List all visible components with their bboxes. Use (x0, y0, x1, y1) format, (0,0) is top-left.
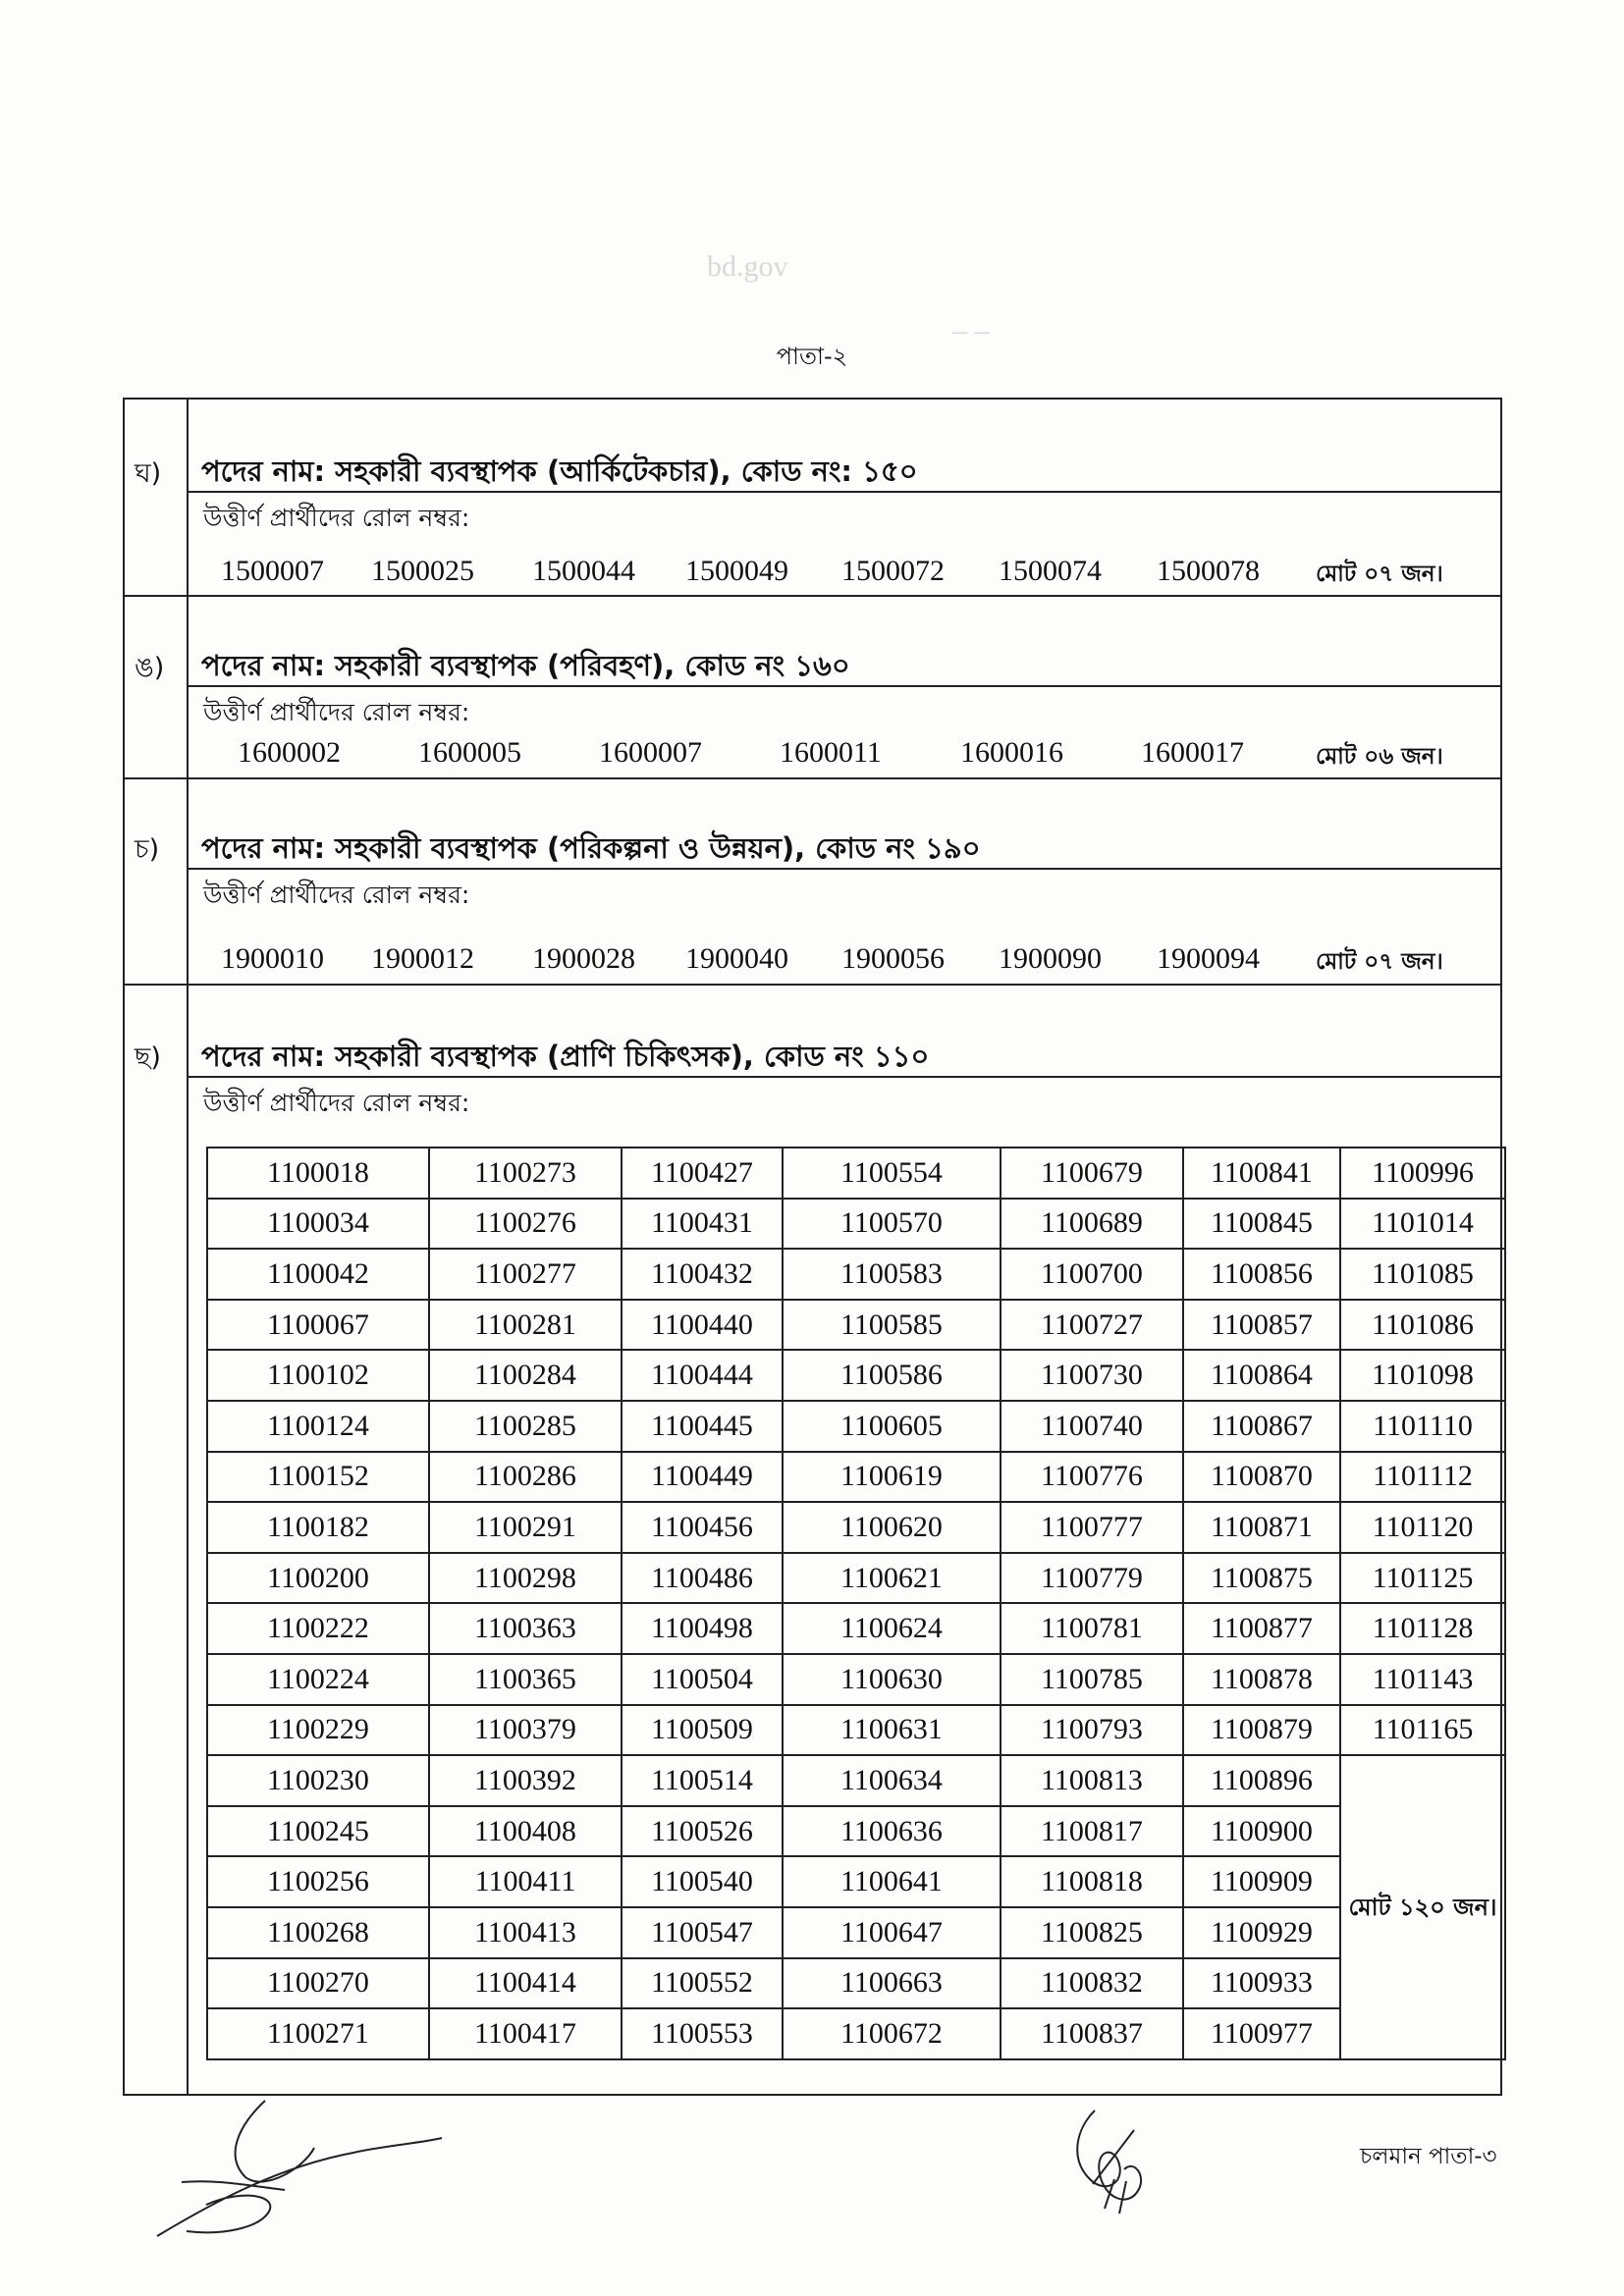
roll-cell: 1100727 (1001, 1300, 1183, 1351)
roll-cell: 1100845 (1183, 1199, 1340, 1250)
rolls-heading: উত্তীর্ণ প্রার্থীদের রোল নম্বর: (203, 1089, 470, 1117)
roll-cell: 1100526 (622, 1806, 783, 1857)
roll-cell: 1100102 (207, 1350, 429, 1401)
roll-cell: 1100785 (1001, 1654, 1183, 1705)
rolls-heading: উত্তীর্ণ প্রার্থীদের রোল নম্বর: (203, 881, 470, 909)
roll-cell: 1100498 (622, 1603, 783, 1654)
table-row (207, 1148, 1505, 1199)
page-number: পাতা-২ (776, 343, 848, 370)
roll-cell: 1100286 (429, 1452, 622, 1503)
section-divider (123, 777, 1502, 779)
roll-cell: 1100509 (622, 1705, 783, 1756)
roll-number: 1900090 (999, 942, 1102, 975)
roll-cell: 1100641 (783, 1856, 1001, 1907)
roll-cell: 1101143 (1340, 1654, 1505, 1705)
table-row (207, 2008, 1505, 2059)
roll-cell: 1100540 (622, 1856, 783, 1907)
roll-cell: 1100877 (1183, 1603, 1340, 1654)
roll-cell: 1100841 (1183, 1148, 1340, 1199)
roll-cell: 1100379 (429, 1705, 622, 1756)
roll-cell: 1100486 (622, 1553, 783, 1604)
table-row (207, 1553, 1505, 1604)
roll-cell: 1100624 (783, 1603, 1001, 1654)
roll-cell: 1100152 (207, 1452, 429, 1503)
roll-number: 1600007 (599, 736, 702, 769)
roll-cell: 1100124 (207, 1401, 429, 1452)
roll-cell: 1100700 (1001, 1249, 1183, 1300)
roll-cell: 1100793 (1001, 1705, 1183, 1756)
roll-cell: 1101098 (1340, 1350, 1505, 1401)
post-title: পদের নাম: সহকারী ব্যবস্থাপক (পরিকল্পনা ও উন্নয়ন), কোড নং ১৯০ (201, 831, 981, 865)
roll-table (206, 1147, 1506, 2060)
roll-cell: 1100445 (622, 1401, 783, 1452)
roll-cell: 1100864 (1183, 1350, 1340, 1401)
roll-cell: 1100878 (1183, 1654, 1340, 1705)
total-count: মোট ০৬ জন। (1316, 744, 1443, 770)
roll-cell: 1100619 (783, 1452, 1001, 1503)
table-row (207, 1452, 1505, 1503)
table-row (207, 1350, 1505, 1401)
roll-cell: 1100832 (1001, 1958, 1183, 2009)
roll-cell: 1100896 (1183, 1755, 1340, 1806)
post-title: পদের নাম: সহকারী ব্যবস্থাপক (প্রাণি চিকিৎসক), কোড নং ১১০ (201, 1040, 930, 1073)
roll-cell: 1100929 (1183, 1907, 1340, 1958)
roll-cell: 1100605 (783, 1401, 1001, 1452)
roll-cell: 1100281 (429, 1300, 622, 1351)
roll-cell: 1100291 (429, 1502, 622, 1553)
roll-cell: 1100870 (1183, 1452, 1340, 1503)
roll-cell: 1100825 (1001, 1907, 1183, 1958)
roll-cell: 1100431 (622, 1199, 783, 1250)
roll-cell: 1100672 (783, 2008, 1001, 2059)
section-label: ঘ) (135, 458, 162, 489)
roll-cell: 1101165 (1340, 1705, 1505, 1756)
roll-cell: 1100363 (429, 1603, 622, 1654)
roll-number: 1500078 (1157, 555, 1260, 587)
roll-cell: 1101120 (1340, 1502, 1505, 1553)
roll-cell: 1100879 (1183, 1705, 1340, 1756)
roll-cell: 1100229 (207, 1705, 429, 1756)
section-divider (123, 984, 1502, 986)
continued-page-note: চলমান পাতা-৩ (1360, 2144, 1497, 2169)
roll-number: 1900094 (1157, 942, 1260, 975)
roll-cell: 1100583 (783, 1249, 1001, 1300)
roll-cell: 1100365 (429, 1654, 622, 1705)
bleed-through-mark: _ _ (952, 304, 990, 337)
roll-number: 1600016 (960, 736, 1063, 769)
total-count: মোট ১২০ জন। (1340, 1755, 1505, 2059)
roll-cell: 1101125 (1340, 1553, 1505, 1604)
roll-cell: 1100857 (1183, 1300, 1340, 1351)
roll-cell: 1100818 (1001, 1856, 1183, 1907)
roll-cell: 1100504 (622, 1654, 783, 1705)
roll-cell: 1100586 (783, 1350, 1001, 1401)
label-column-divider (187, 398, 189, 2096)
roll-cell: 1100630 (783, 1654, 1001, 1705)
roll-cell: 1100779 (1001, 1553, 1183, 1604)
roll-cell: 1100270 (207, 1958, 429, 2009)
roll-cell: 1100740 (1001, 1401, 1183, 1452)
roll-cell: 1100647 (783, 1907, 1001, 1958)
roll-number: 1900010 (221, 942, 324, 975)
roll-cell: 1100268 (207, 1907, 429, 1958)
roll-cell: 1100222 (207, 1603, 429, 1654)
roll-cell: 1100620 (783, 1502, 1001, 1553)
roll-cell: 1100200 (207, 1553, 429, 1604)
roll-cell: 1100631 (783, 1705, 1001, 1756)
signature-left (147, 2089, 471, 2246)
roll-cell: 1101014 (1340, 1199, 1505, 1250)
rolls-heading: উত্তীর্ণ প্রার্থীদের রোল নম্বর: (203, 504, 470, 532)
roll-cell: 1100414 (429, 1958, 622, 2009)
roll-cell: 1100067 (207, 1300, 429, 1351)
roll-cell: 1100900 (1183, 1806, 1340, 1857)
roll-cell: 1100996 (1340, 1148, 1505, 1199)
roll-cell: 1100427 (622, 1148, 783, 1199)
roll-cell: 1100411 (429, 1856, 622, 1907)
roll-number: 1500049 (685, 555, 788, 587)
roll-cell: 1100034 (207, 1199, 429, 1250)
roll-cell: 1100182 (207, 1502, 429, 1553)
roll-cell: 1101112 (1340, 1452, 1505, 1503)
roll-cell: 1100408 (429, 1806, 622, 1857)
post-title: পদের নাম: সহকারী ব্যবস্থাপক (আর্কিটেকচার), কোড নং: ১৫০ (201, 454, 918, 488)
roll-cell: 1100636 (783, 1806, 1001, 1857)
roll-cell: 1100621 (783, 1553, 1001, 1604)
section-label: চ) (135, 834, 160, 865)
roll-cell: 1101086 (1340, 1300, 1505, 1351)
roll-cell: 1101128 (1340, 1603, 1505, 1654)
table-row (207, 1401, 1505, 1452)
roll-number: 1900056 (841, 942, 945, 975)
roll-cell: 1100413 (429, 1907, 622, 1958)
roll-cell: 1100547 (622, 1907, 783, 1958)
table-row (207, 1199, 1505, 1250)
roll-number: 1900028 (532, 942, 635, 975)
roll-cell: 1100298 (429, 1553, 622, 1604)
roll-cell: 1100856 (1183, 1249, 1340, 1300)
table-row (207, 1755, 1505, 1806)
roll-number: 1500007 (221, 555, 324, 587)
roll-number: 1900012 (371, 942, 474, 975)
roll-number: 1900040 (685, 942, 788, 975)
roll-cell: 1100271 (207, 2008, 429, 2059)
roll-cell: 1100444 (622, 1350, 783, 1401)
total-count: মোট ০৭ জন। (1316, 949, 1443, 975)
roll-cell: 1100273 (429, 1148, 622, 1199)
post-title: পদের নাম: সহকারী ব্যবস্থাপক (পরিবহণ), কোড নং ১৬০ (201, 649, 850, 682)
roll-cell: 1100634 (783, 1755, 1001, 1806)
roll-cell: 1100933 (1183, 1958, 1340, 2009)
roll-cell: 1100837 (1001, 2008, 1183, 2059)
roll-cell: 1100456 (622, 1502, 783, 1553)
roll-number: 1600002 (238, 736, 341, 769)
roll-cell: 1100730 (1001, 1350, 1183, 1401)
table-row (207, 1654, 1505, 1705)
roll-number: 1500025 (371, 555, 474, 587)
roll-number: 1600017 (1141, 736, 1244, 769)
roll-cell: 1100392 (429, 1755, 622, 1806)
roll-cell: 1100875 (1183, 1553, 1340, 1604)
roll-cell: 1100977 (1183, 2008, 1340, 2059)
roll-number: 1500074 (999, 555, 1102, 587)
roll-cell: 1100245 (207, 1806, 429, 1857)
roll-cell: 1100585 (783, 1300, 1001, 1351)
roll-cell: 1100570 (783, 1199, 1001, 1250)
roll-cell: 1100776 (1001, 1452, 1183, 1503)
section-label: ছ) (135, 1042, 161, 1073)
roll-cell: 1100514 (622, 1755, 783, 1806)
roll-cell: 1100867 (1183, 1401, 1340, 1452)
table-row (207, 1249, 1505, 1300)
roll-cell: 1100663 (783, 1958, 1001, 2009)
table-row (207, 1705, 1505, 1756)
roll-cell: 1100285 (429, 1401, 622, 1452)
roll-number: 1600011 (780, 736, 882, 769)
roll-cell: 1100276 (429, 1199, 622, 1250)
total-count: মোট ০৭ জন। (1316, 561, 1443, 587)
table-row (207, 1502, 1505, 1553)
roll-cell: 1101110 (1340, 1401, 1505, 1452)
section-label: ঙ) (135, 653, 165, 683)
table-row (207, 1907, 1505, 1958)
roll-cell: 1100871 (1183, 1502, 1340, 1553)
roll-cell: 1100909 (1183, 1856, 1340, 1907)
roll-cell: 1100224 (207, 1654, 429, 1705)
table-row (207, 1856, 1505, 1907)
roll-cell: 1100449 (622, 1452, 783, 1503)
table-row (207, 1300, 1505, 1351)
roll-cell: 1100552 (622, 1958, 783, 2009)
roll-cell: 1100781 (1001, 1603, 1183, 1654)
roll-cell: 1100554 (783, 1148, 1001, 1199)
roll-cell: 1100284 (429, 1350, 622, 1401)
roll-cell: 1100277 (429, 1249, 622, 1300)
roll-cell: 1100440 (622, 1300, 783, 1351)
roll-cell: 1100432 (622, 1249, 783, 1300)
roll-cell: 1100679 (1001, 1148, 1183, 1199)
roll-number: 1600005 (418, 736, 521, 769)
roll-cell: 1100256 (207, 1856, 429, 1907)
roll-cell: 1100417 (429, 2008, 622, 2059)
roll-cell: 1100817 (1001, 1806, 1183, 1857)
roll-cell: 1101085 (1340, 1249, 1505, 1300)
signature-right (1056, 2091, 1164, 2218)
table-row (207, 1806, 1505, 1857)
rolls-heading: উত্তীর্ণ প্রার্থীদের রোল নম্বর: (203, 698, 470, 726)
roll-cell: 1100553 (622, 2008, 783, 2059)
table-row (207, 1603, 1505, 1654)
table-row (207, 1958, 1505, 2009)
roll-number: 1500072 (841, 555, 945, 587)
roll-cell: 1100777 (1001, 1502, 1183, 1553)
roll-cell: 1100689 (1001, 1199, 1183, 1250)
roll-cell: 1100042 (207, 1249, 429, 1300)
bleed-through-text: bd.gov (707, 250, 788, 283)
roll-number: 1500044 (532, 555, 635, 587)
roll-cell: 1100813 (1001, 1755, 1183, 1806)
section-divider (123, 595, 1502, 597)
roll-cell: 1100018 (207, 1148, 429, 1199)
roll-cell: 1100230 (207, 1755, 429, 1806)
